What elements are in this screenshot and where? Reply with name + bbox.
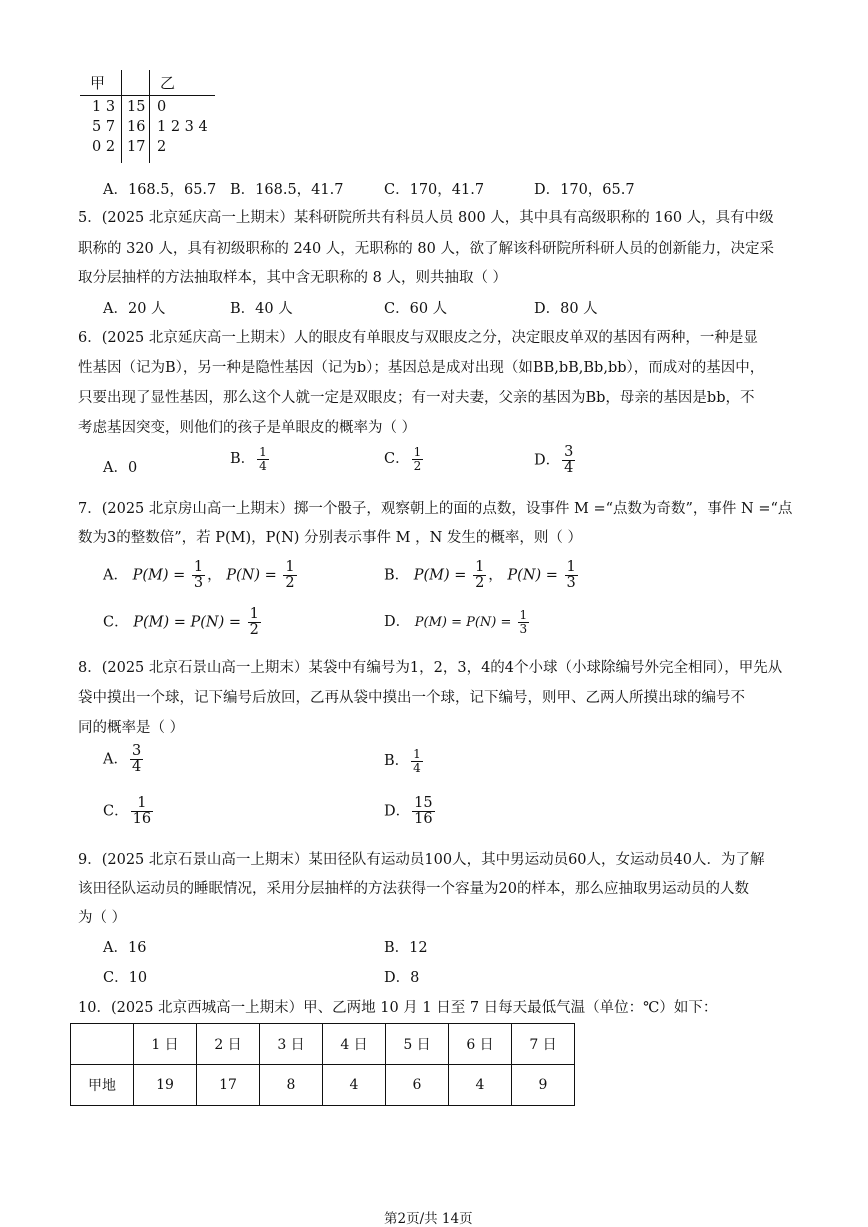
q7-option-d-label: D．	[384, 614, 411, 631]
q8-line-2: 袋中摸出一个球，记下编号后放回，乙再从袋中摸出一个球，记下编号，则甲、乙两人所摸出球的编号不	[78, 690, 745, 706]
q6-option-a: A．0	[103, 460, 138, 476]
q8-option-c-num: 1	[131, 796, 153, 812]
table-cell: 6	[386, 1065, 449, 1106]
q7-option-b-pn-num: 1	[566, 559, 576, 575]
stem-leaf-right-2: 1 2 3 4	[157, 119, 208, 135]
stem-leaf-head-left: 甲	[90, 74, 106, 92]
stem-leaf-left-2: 5 7	[92, 119, 116, 135]
q7-option-b-pn-den: 3	[566, 575, 576, 592]
q7-option-a-pn-fraction	[283, 560, 296, 591]
q7-option-a-pm-num: 1	[193, 559, 204, 575]
q4-option-c: C．170，41.7	[384, 182, 485, 198]
stem-leaf-hline	[80, 95, 215, 96]
q7-option-a-pm-den: 3	[193, 575, 204, 592]
q7-option-a	[103, 560, 299, 591]
stem-leaf-right-3: 2	[157, 139, 167, 155]
q7-option-b-label: B．	[384, 567, 410, 584]
q6-option-c-label: C．	[384, 451, 410, 468]
table-cell: 9	[512, 1065, 575, 1106]
q7-option-d	[384, 609, 531, 635]
q8-option-a-fraction	[130, 744, 143, 775]
q5-option-b: B．40 人	[230, 301, 293, 317]
q6-option-b-num: 1	[259, 445, 267, 459]
q7-option-a-label: A．	[103, 567, 128, 584]
q7-option-a-pn-den: 2	[285, 575, 295, 592]
q6-line-4: 考虑基因突变，则他们的孩子是单眼皮的概率为（ ）	[78, 420, 417, 436]
temperature-table	[70, 1023, 575, 1106]
stem-leaf-stem-3: 17	[127, 139, 146, 155]
q7-option-a-pn-num: 1	[285, 559, 295, 575]
q8-option-d-num: 15	[414, 795, 433, 811]
q6-option-b-label: B．	[230, 451, 256, 468]
q7-option-b-pn: P(N) =	[507, 567, 563, 584]
q6-option-c-fraction	[412, 446, 424, 472]
q9-option-a: A．16	[103, 940, 147, 956]
q7-option-c-num: 1	[249, 606, 259, 622]
q7-line-2: 数为3的整数倍”，若 P(M)，P(N) 分别表示事件 M ，N 发生的概率，则（ ）	[78, 530, 583, 546]
q8-option-b-den: 4	[413, 760, 421, 775]
stem-leaf-stem-2: 16	[127, 119, 146, 135]
q9-line-1: 9．(2025 北京石景山高一上期末）某田径队有运动员100人，其中男运动员60人，女运动员40人．为了解	[78, 852, 765, 868]
q5-line-3: 取分层抽样的方法抽取样本，其中含无职称的 8 人，则共抽取（ ）	[78, 270, 508, 286]
table-header-cell: 3 日	[260, 1024, 323, 1065]
q7-option-c-den: 2	[249, 622, 259, 639]
q7-option-b-pn-fraction	[565, 560, 578, 591]
q6-option-c-den: 2	[413, 458, 422, 473]
stem-leaf-right-1: 0	[157, 99, 167, 115]
q5-option-d: D．80 人	[534, 301, 598, 317]
q8-option-b	[384, 748, 425, 774]
q7-option-b-pm: P(M) =	[413, 567, 472, 584]
q7-option-d-expr: P(M) = P(N) =	[414, 615, 516, 631]
stem-leaf-stem-1: 15	[127, 99, 146, 115]
q9-option-b: B．12	[384, 940, 428, 956]
q8-option-d-label: D．	[384, 803, 411, 820]
q8-option-b-num: 1	[413, 747, 421, 761]
q9-option-d: D．8	[384, 970, 420, 986]
stem-leaf-vline-right	[149, 70, 150, 163]
q7-option-b-pm-fraction	[473, 560, 486, 591]
table-cell: 19	[134, 1065, 197, 1106]
stem-leaf-head-right: 乙	[160, 74, 176, 92]
table-row	[71, 1065, 575, 1106]
q8-option-a-den: 4	[131, 759, 142, 776]
table-header-cell	[71, 1024, 134, 1065]
q6-line-1: 6．(2025 北京延庆高一上期末）人的眼皮有单眼皮与双眼皮之分，决定眼皮单双的基因有两种，一种是显	[78, 330, 758, 346]
q5-option-c: C．60 人	[384, 301, 448, 317]
q7-option-b-sep: ，	[488, 567, 503, 584]
table-header-cell: 1 日	[134, 1024, 197, 1065]
q7-option-b-pm-num: 1	[475, 559, 485, 575]
table-row-label: 甲地	[71, 1065, 134, 1106]
q6-option-c	[384, 446, 425, 472]
page-footer: 第2页/共 14页	[384, 1211, 473, 1227]
q7-option-a-pn: P(N) =	[226, 567, 282, 584]
stem-leaf-vline-left	[121, 70, 122, 163]
q5-line-1: 5．(2025 北京延庆高一上期末）某科研院所共有科员人员 800 人，其中具有高级职称的 160 人，具有中级	[78, 210, 774, 226]
q8-option-d-den: 16	[414, 811, 433, 828]
q7-option-c-fraction	[248, 607, 261, 638]
table-cell: 4	[449, 1065, 512, 1106]
q8-option-c-den: 16	[132, 811, 152, 828]
q6-option-d	[534, 445, 577, 476]
q8-option-c	[103, 796, 155, 827]
q6-option-b-den: 4	[259, 458, 267, 473]
q7-option-a-pm: P(M) =	[132, 567, 190, 584]
stem-leaf-left-3: 0 2	[92, 139, 116, 155]
q7-option-b	[384, 560, 580, 591]
q8-option-a-num: 3	[131, 743, 142, 759]
q5-option-a: A．20 人	[103, 301, 166, 317]
table-header-cell: 2 日	[197, 1024, 260, 1065]
q9-line-2: 该田径队运动员的睡眠情况，采用分层抽样的方法获得一个容量为20的样本，那么应抽取男运动员的人数	[78, 881, 749, 897]
q8-option-b-label: B．	[384, 753, 410, 770]
table-cell: 17	[197, 1065, 260, 1106]
q6-option-d-den: 4	[564, 460, 574, 477]
q7-option-a-pm-fraction	[192, 560, 205, 591]
q7-option-c-expr: P(M) = P(N) =	[133, 614, 246, 631]
q8-option-d	[384, 796, 437, 827]
table-header-row	[71, 1024, 575, 1065]
q7-option-d-num: 1	[519, 608, 528, 622]
q9-option-c: C．10	[103, 970, 148, 986]
q8-option-a-label: A．	[103, 751, 128, 768]
q8-option-c-label: C．	[103, 803, 129, 820]
q4-option-d: D．170，65.7	[534, 182, 635, 198]
q9-line-3: 为（ ）	[78, 910, 127, 926]
q8-option-d-fraction	[412, 796, 434, 827]
q6-option-b-fraction	[257, 446, 269, 472]
q10-line: 10．(2025 北京西城高一上期末）甲、乙两地 10 月 1 日至 7 日每天最低气温（单位：℃）如下：	[78, 1000, 718, 1016]
table-header-cell: 7 日	[512, 1024, 575, 1065]
q7-option-d-den: 3	[519, 621, 528, 636]
q6-option-c-num: 1	[413, 445, 422, 459]
q6-line-2: 性基因（记为B），另一种是隐性基因（记为b）；基因总是成对出现（如BB,bB,Bb,bb），而成对的基因中，	[78, 360, 765, 376]
q7-option-a-sep: ，	[207, 567, 222, 584]
q6-line-3: 只要出现了显性基因，那么这个人就一定是双眼皮；有一对夫妻，父亲的基因为Bb，母亲的基因是bb，不	[78, 390, 755, 406]
q7-option-c	[103, 607, 263, 638]
table-header-cell: 4 日	[323, 1024, 386, 1065]
q8-line-3: 同的概率是（ ）	[78, 720, 185, 736]
stem-leaf-left-1: 1 3	[92, 99, 116, 115]
q7-option-d-fraction	[518, 609, 530, 635]
q8-option-a	[103, 744, 145, 775]
table-cell: 4	[323, 1065, 386, 1106]
q6-option-d-label: D．	[534, 452, 561, 469]
table-header-cell: 6 日	[449, 1024, 512, 1065]
q7-option-b-pm-den: 2	[475, 575, 485, 592]
q6-option-d-fraction	[562, 445, 575, 476]
q8-option-c-fraction	[131, 796, 153, 827]
table-cell: 8	[260, 1065, 323, 1106]
q6-option-d-num: 3	[564, 444, 574, 460]
q4-option-b: B．168.5，41.7	[230, 182, 344, 198]
q8-line-1: 8．(2025 北京石景山高一上期末）某袋中有编号为1，2，3，4的4个小球（小球除编号外完全相同），甲先从	[78, 660, 783, 676]
table-header-cell: 5 日	[386, 1024, 449, 1065]
q5-line-2: 职称的 320 人，具有初级职称的 240 人，无职称的 80 人，欲了解该科研院所科研人员的创新能力，决定采	[78, 241, 774, 257]
q4-option-a: A．168.5，65.7	[103, 182, 217, 198]
q7-option-c-label: C．	[103, 614, 129, 631]
q7-line-1: 7．(2025 北京房山高一上期末）掷一个骰子，观察朝上的面的点数，设事件 M =“点数为奇数”，事件 N =“点	[78, 501, 793, 517]
q8-option-b-fraction	[411, 748, 423, 774]
q6-option-b	[230, 446, 271, 472]
